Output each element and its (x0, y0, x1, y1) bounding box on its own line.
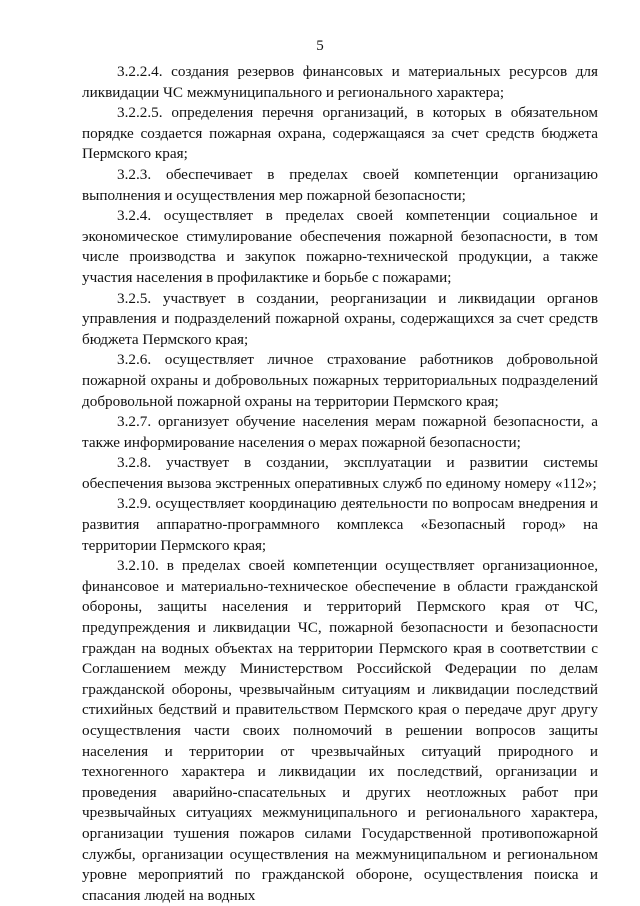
paragraph-3-2-2-5: 3.2.2.5. определения перечня организаций, в которых в обязательном порядке создается пожарная охрана, содержащаяся за счет средств бюджета Пермского края; (82, 104, 598, 163)
paragraph-3-2-3: 3.2.3. обеспечивает в пределах своей компетенции организацию выполнения и осуществления мер пожарной безопасности; (82, 165, 598, 204)
paragraph-3-2-2-4: 3.2.2.4. создания резервов финансовых и материальных ресурсов для ликвидации ЧС межмуниципального и регионального характера; (82, 63, 598, 101)
paragraph-3-2-9: 3.2.9. осуществляет координацию деятельности по вопросам внедрения и развития аппаратно-программного комплекса «Безопасный город» на территории Пермского края; (82, 495, 598, 554)
paragraph-3-2-6: 3.2.6. осуществляет личное страхование работников добровольной пожарной охраны и добровольных пожарных территориальных подразделений добровольной пожарной охраны на территории Пермского края; (82, 351, 598, 410)
page-number: 5 (316, 38, 324, 54)
paragraph-3-2-7: 3.2.7. организует обучение населения мерам пожарной безопасности, а также информирование населения о мерах пожарной безопасности; (82, 413, 598, 451)
paragraph-3-2-4: 3.2.4. осуществляет в пределах своей компетенции социальное и экономическое стимулирование обеспечения пожарной безопасности, в том числе производства и закупок пожарно-технической продукции, а также участия населения в профилактике и борьбе с пожарами; (82, 207, 598, 286)
paragraph-3-2-5: 3.2.5. участвует в создании, реорганизации и ликвидации органов управления и подразделений пожарной охраны, содержащихся за счет средств бюджета Пермского края; (82, 289, 598, 348)
body-text (82, 62, 598, 906)
paragraph-3-2-8: 3.2.8. участвует в создании, эксплуатации и развитии системы обеспечения вызова экстренных оперативных служб по единому номеру «112»; (82, 454, 598, 492)
paragraph-3-2-10: 3.2.10. в пределах своей компетенции осуществляет организационное, финансовое и материально-техническое обеспечение в области гражданской обороны, защиты населения и территорий Пермского края от ЧС, предупреждения и ликвидации ЧС, пожарной безопасности и безопасности граждан на водных объектах на территории Пермского края в соответствии с Соглашением между Министерством Российской Федерации по делам гражданской обороны, чрезвычайным ситуациям и ликвидации последствий стихийных бедствий и правительством Пермского края о передаче друг другу осуществления части своих полномочий в решении вопросов защиты населения и территории от чрезвычайных ситуаций природного и техногенного характера и ликвидации их последствий, организации и проведения аварийно-спасательных и других неотложных работ при чрезвычайных ситуациях межмуниципального и регионального характера, организации тушения пожаров силами Государственной противопожарной службы, организации осуществления на межмуниципальном и региональном уровне мероприятий по гражданской обороне, осуществления поиска и спасания людей на водных (82, 557, 598, 904)
